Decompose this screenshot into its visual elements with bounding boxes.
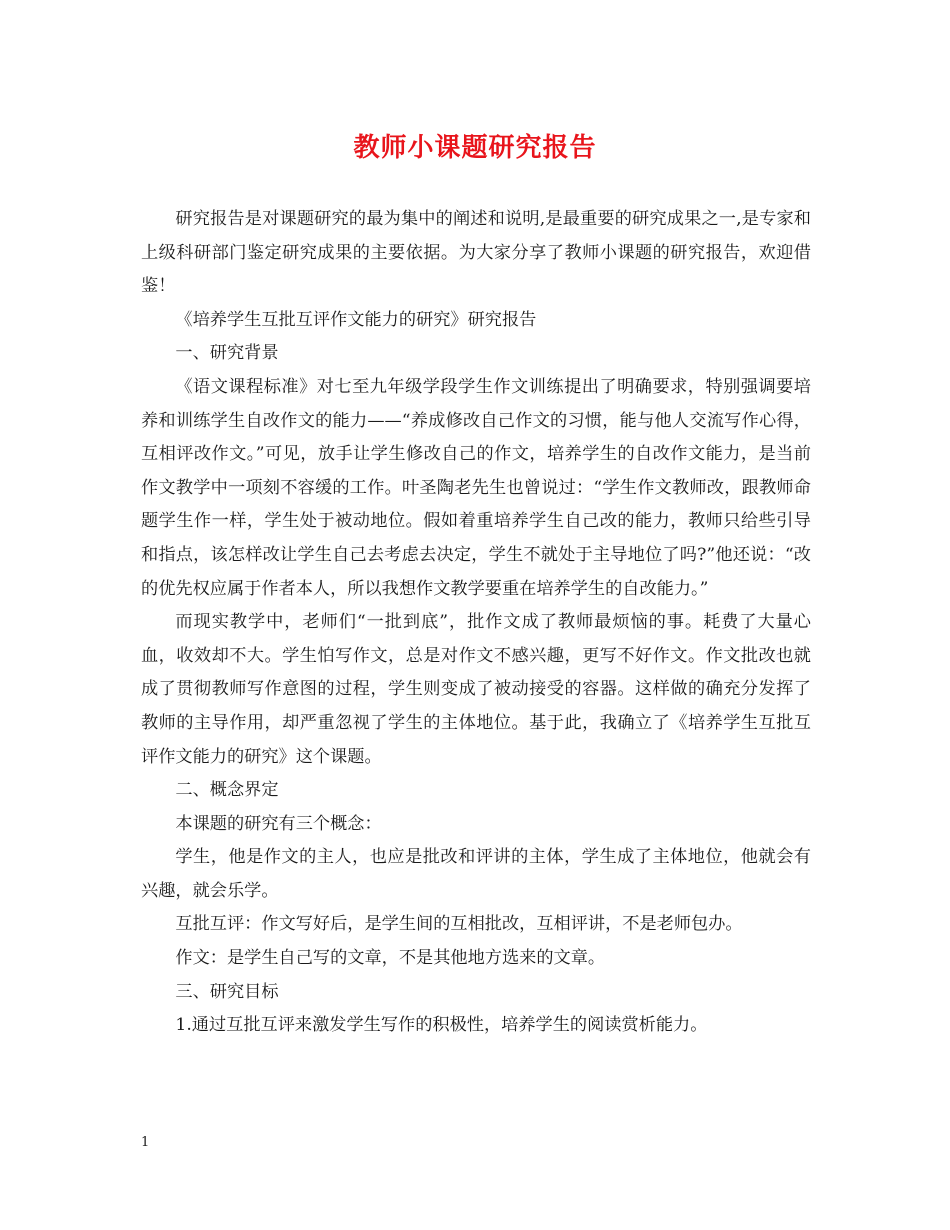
- document-body: [141, 203, 811, 1043]
- section-heading-goals: 三、研究目标: [175, 981, 279, 1002]
- background-paragraph-1: 《语文课程标准》对七至九年级学段学生作文训练提出了明确要求，特别强调要培养和训练学生自改作文的能力——“养成修改自己作文的习惯，能与他人交流写作心得，互相评改作文。”可见，放手让学生修改自己的作文，培养学生的自改作文能力，是当前作文教学中一项刻不容缓的工作。叶圣陶老先生也曾说过：“学生作文教师改，跟教师命题学生作一样，学生处于被动地位。假如着重培养学生自己改的能力，教师只给些引导和指点，该怎样改让学生自己去考虑去决定，学生不就处于主导地位了吗?”他还说：“改的优先权应属于作者本人，所以我想作文教学要重在培养学生的自改能力。”: [141, 376, 811, 599]
- section-heading-concepts: 二、概念界定: [175, 780, 279, 801]
- concepts-intro: 本课题的研究有三个概念：: [175, 813, 382, 834]
- concept-composition: 作文：是学生自己写的文章，不是其他地方选来的文章。: [175, 948, 606, 969]
- concept-peer-review: 互批互评：作文写好后，是学生间的互相批改，互相评讲，不是老师包办。: [175, 914, 743, 935]
- background-paragraph-2: 而现实教学中，老师们“一批到底”，批作文成了教师最烦恼的事。耗费了大量心血，收效却不大。学生怕写作文，总是对作文不感兴趣，更写不好作文。作文批改也就成了贯彻教师写作意图的过程，学生则变成了被动接受的容器。这样做的确充分发挥了教师的主导作用，却严重忽视了学生的主体地位。基于此，我确立了《培养学生互批互评作文能力的研究》这个课题。: [141, 612, 811, 767]
- intro-paragraph: 研究报告是对课题研究的最为集中的阐述和说明,是最重要的研究成果之一,是专家和上级科研部门鉴定研究成果的主要依据。为大家分享了教师小课题的研究报告，欢迎借鉴！: [141, 209, 811, 297]
- report-title-line: 《培养学生互批互评作文能力的研究》研究报告: [175, 309, 537, 330]
- document-title: 教师小课题研究报告: [353, 133, 597, 163]
- concept-student: 学生，他是作文的主人，也应是批改和评讲的主体，学生成了主体地位，他就会有兴趣，就会乐学。: [141, 847, 811, 901]
- page-number: 1: [141, 1135, 150, 1150]
- goal-item-1: 1.通过互批互评来激发学生写作的积极性，培养学生的阅读赏析能力。: [175, 1015, 708, 1036]
- section-heading-background: 一、研究背景: [175, 343, 279, 364]
